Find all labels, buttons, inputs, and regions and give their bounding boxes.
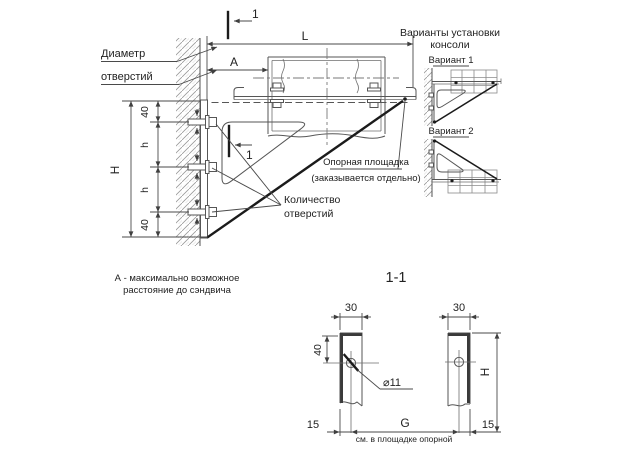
dim-H-section	[472, 333, 501, 432]
variants-title-line1: Варианты установки	[399, 27, 501, 39]
leader-dot	[403, 97, 407, 101]
note-distance	[115, 273, 240, 296]
holes-count-line2: отверстий	[284, 208, 334, 220]
dim-30-right	[439, 302, 479, 330]
platform-bolt	[271, 83, 284, 108]
variants-title-line2: консоли	[430, 39, 470, 51]
hole-dia-label: ⌀11	[383, 377, 402, 389]
dim-h-upper-label: h	[139, 142, 151, 148]
dim-30-right-label: 30	[452, 302, 466, 314]
dim-h-lower-label: h	[139, 187, 151, 193]
dim-15-left-label: 15	[306, 419, 320, 431]
dim-H-label: H	[108, 165, 122, 175]
variant2-wall-hatch	[424, 139, 432, 197]
dim-30-left	[331, 302, 371, 330]
section-title: 1-1	[385, 270, 407, 286]
pipe-break-line	[356, 59, 359, 93]
dim-A	[207, 55, 268, 70]
dim-40-top-label: 40	[139, 106, 151, 118]
variant1-label: Вариант 1	[428, 55, 474, 66]
dim-40-bottom-label: 40	[139, 219, 151, 231]
section-mark-label: 1	[252, 7, 259, 21]
section-left-plate	[323, 333, 379, 433]
platform-bolt	[368, 83, 381, 108]
hole-diameter-line1: Диаметр	[101, 48, 146, 60]
variant2-drawing	[424, 126, 501, 197]
note-line2: расстояние до сэндвича	[123, 285, 231, 296]
variants-panel	[400, 27, 501, 197]
label-support-pad	[311, 101, 420, 184]
callout-hole-dia	[358, 370, 414, 389]
dim-30-left-label: 30	[344, 302, 358, 314]
dim-40-label: 40	[312, 344, 324, 356]
dim-15-right-label: 15	[481, 419, 495, 431]
holes-count-line1: Количество	[284, 194, 341, 206]
support-pad-line1: Опорная площадка	[323, 157, 409, 168]
section-note: см. в площадке опорной	[355, 434, 453, 444]
support-platform	[201, 88, 416, 103]
dim-L-label: L	[301, 29, 309, 43]
dim-G-label: G	[400, 416, 410, 430]
dim-H-section-label: H	[478, 367, 492, 377]
dim-bottom	[307, 409, 501, 444]
variant1-drawing	[424, 55, 501, 126]
variant2-label: Вариант 2	[428, 126, 474, 137]
support-pad-line2: (заказывается отдельно)	[311, 173, 421, 184]
section-right-plate	[445, 333, 476, 433]
section-mark-label: 1	[246, 148, 253, 162]
section-cut-mark-top	[228, 7, 259, 38]
section-view	[307, 270, 501, 444]
label-holes-count	[212, 124, 341, 220]
hole-diameter-line2: отверстий	[101, 71, 153, 83]
note-line1: А - максимально возможное	[114, 273, 240, 284]
dim-A-label: A	[229, 55, 239, 69]
dim-40-section	[312, 336, 338, 363]
